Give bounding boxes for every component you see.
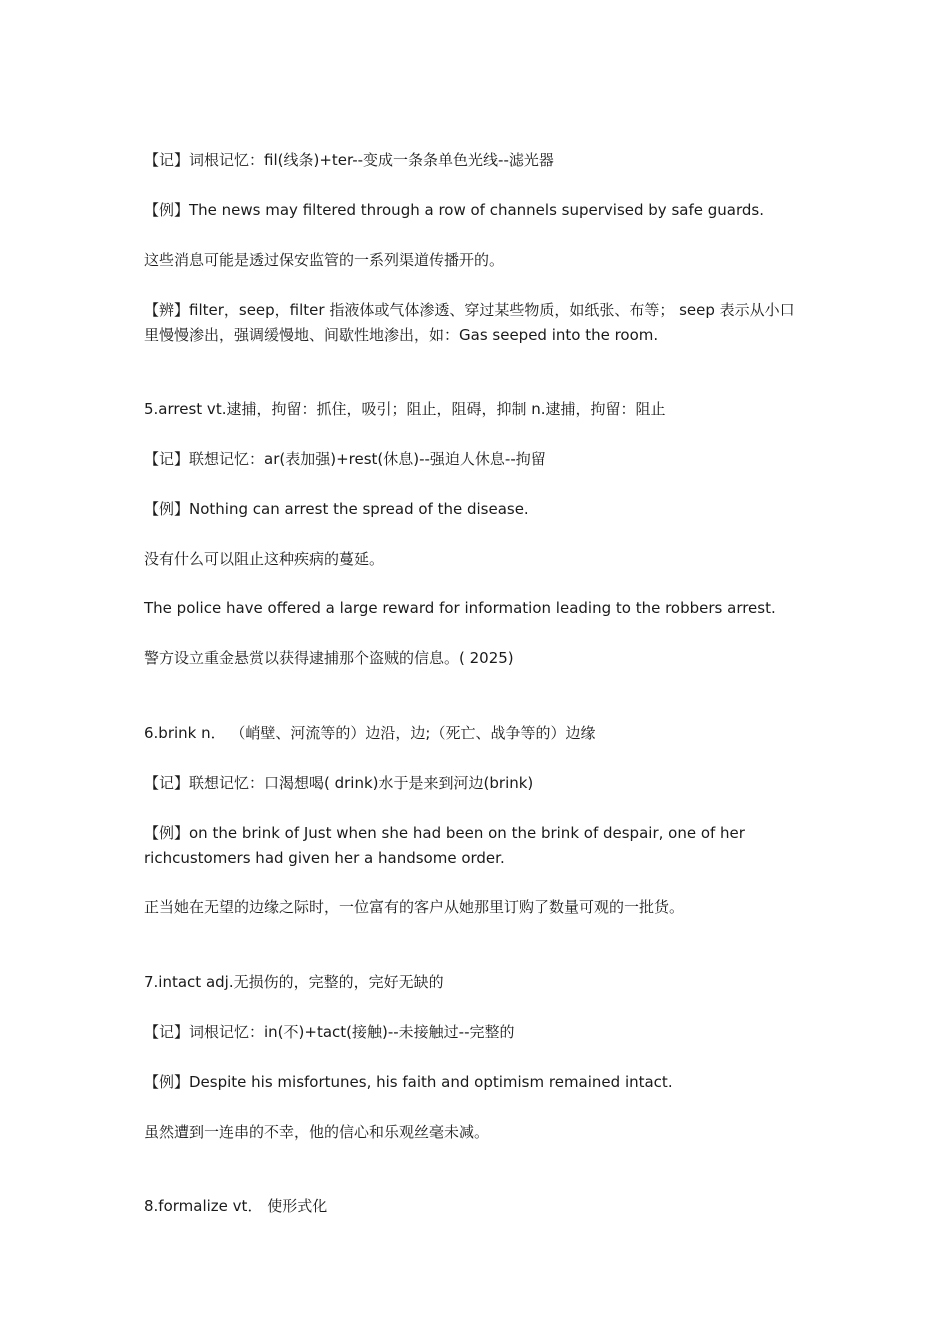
entry-heading: 7.intact adj.无损伤的，完整的，完好无缺的 — [144, 973, 444, 991]
text-line: 虽然遭到一连串的不幸，他的信心和乐观丝毫未减。 — [144, 1123, 490, 1141]
text-line: 正当她在无望的边缘之际时，一位富有的客户从她那里订购了数量可观的一批货。 — [144, 898, 685, 916]
text-line: 【记】联想记忆：ar(表加强)+rest(休息)--强迫人休息--拘留 — [144, 450, 546, 468]
text-line: 这些消息可能是透过保安监管的一系列渠道传播开的。 — [144, 251, 505, 269]
text-paragraph: 【辨】filter，seep，filter 指液体或气体渗透、穿过某些物质，如纸张、布等； seep 表示从小口里慢慢渗出，强调缓慢地、间歇性地渗出，如：Gas seeped into the room. — [144, 301, 795, 344]
text-line: 【记】词根记忆：fil(线条)+ter--变成一条条单色光线--滤光器 — [144, 151, 554, 169]
text-line: 警方设立重金悬赏以获得逮捕那个盗贼的信息。( 2025) — [144, 649, 514, 667]
text-line: 【例】Despite his misfortunes, his faith and optimism remained intact. — [144, 1073, 673, 1091]
text-line: 【例】The news may filtered through a row of channels supervised by safe guards. — [144, 201, 764, 219]
text-line: The police have offered a large reward for information leading to the robbers arrest. — [144, 599, 776, 617]
text-line: 【记】词根记忆：in(不)+tact(接触)--未接触过--完整的 — [144, 1023, 515, 1041]
entry-heading: 8.formalize vt． 使形式化 — [144, 1197, 328, 1215]
entry-heading: 6.brink n． （峭壁、河流等的）边沿，边;（死亡、战争等的）边缘 — [144, 724, 596, 742]
text-paragraph: 【例】on the brink of Just when she had been on the brink of despair, one of her richcustomers had given her a handsome order. — [144, 824, 745, 867]
text-line: 没有什么可以阻止这种疾病的蔓延。 — [144, 550, 385, 568]
text-line: 【记】联想记忆：口渴想喝( drink)水于是来到河边(brink) — [144, 774, 534, 792]
text-line: 【例】Nothing can arrest the spread of the disease. — [144, 500, 529, 518]
entry-heading: 5.arrest vt.逮捕，拘留：抓住，吸引；阻止，阻碍，抑制 n.逮捕，拘留：阻止 — [144, 400, 666, 418]
